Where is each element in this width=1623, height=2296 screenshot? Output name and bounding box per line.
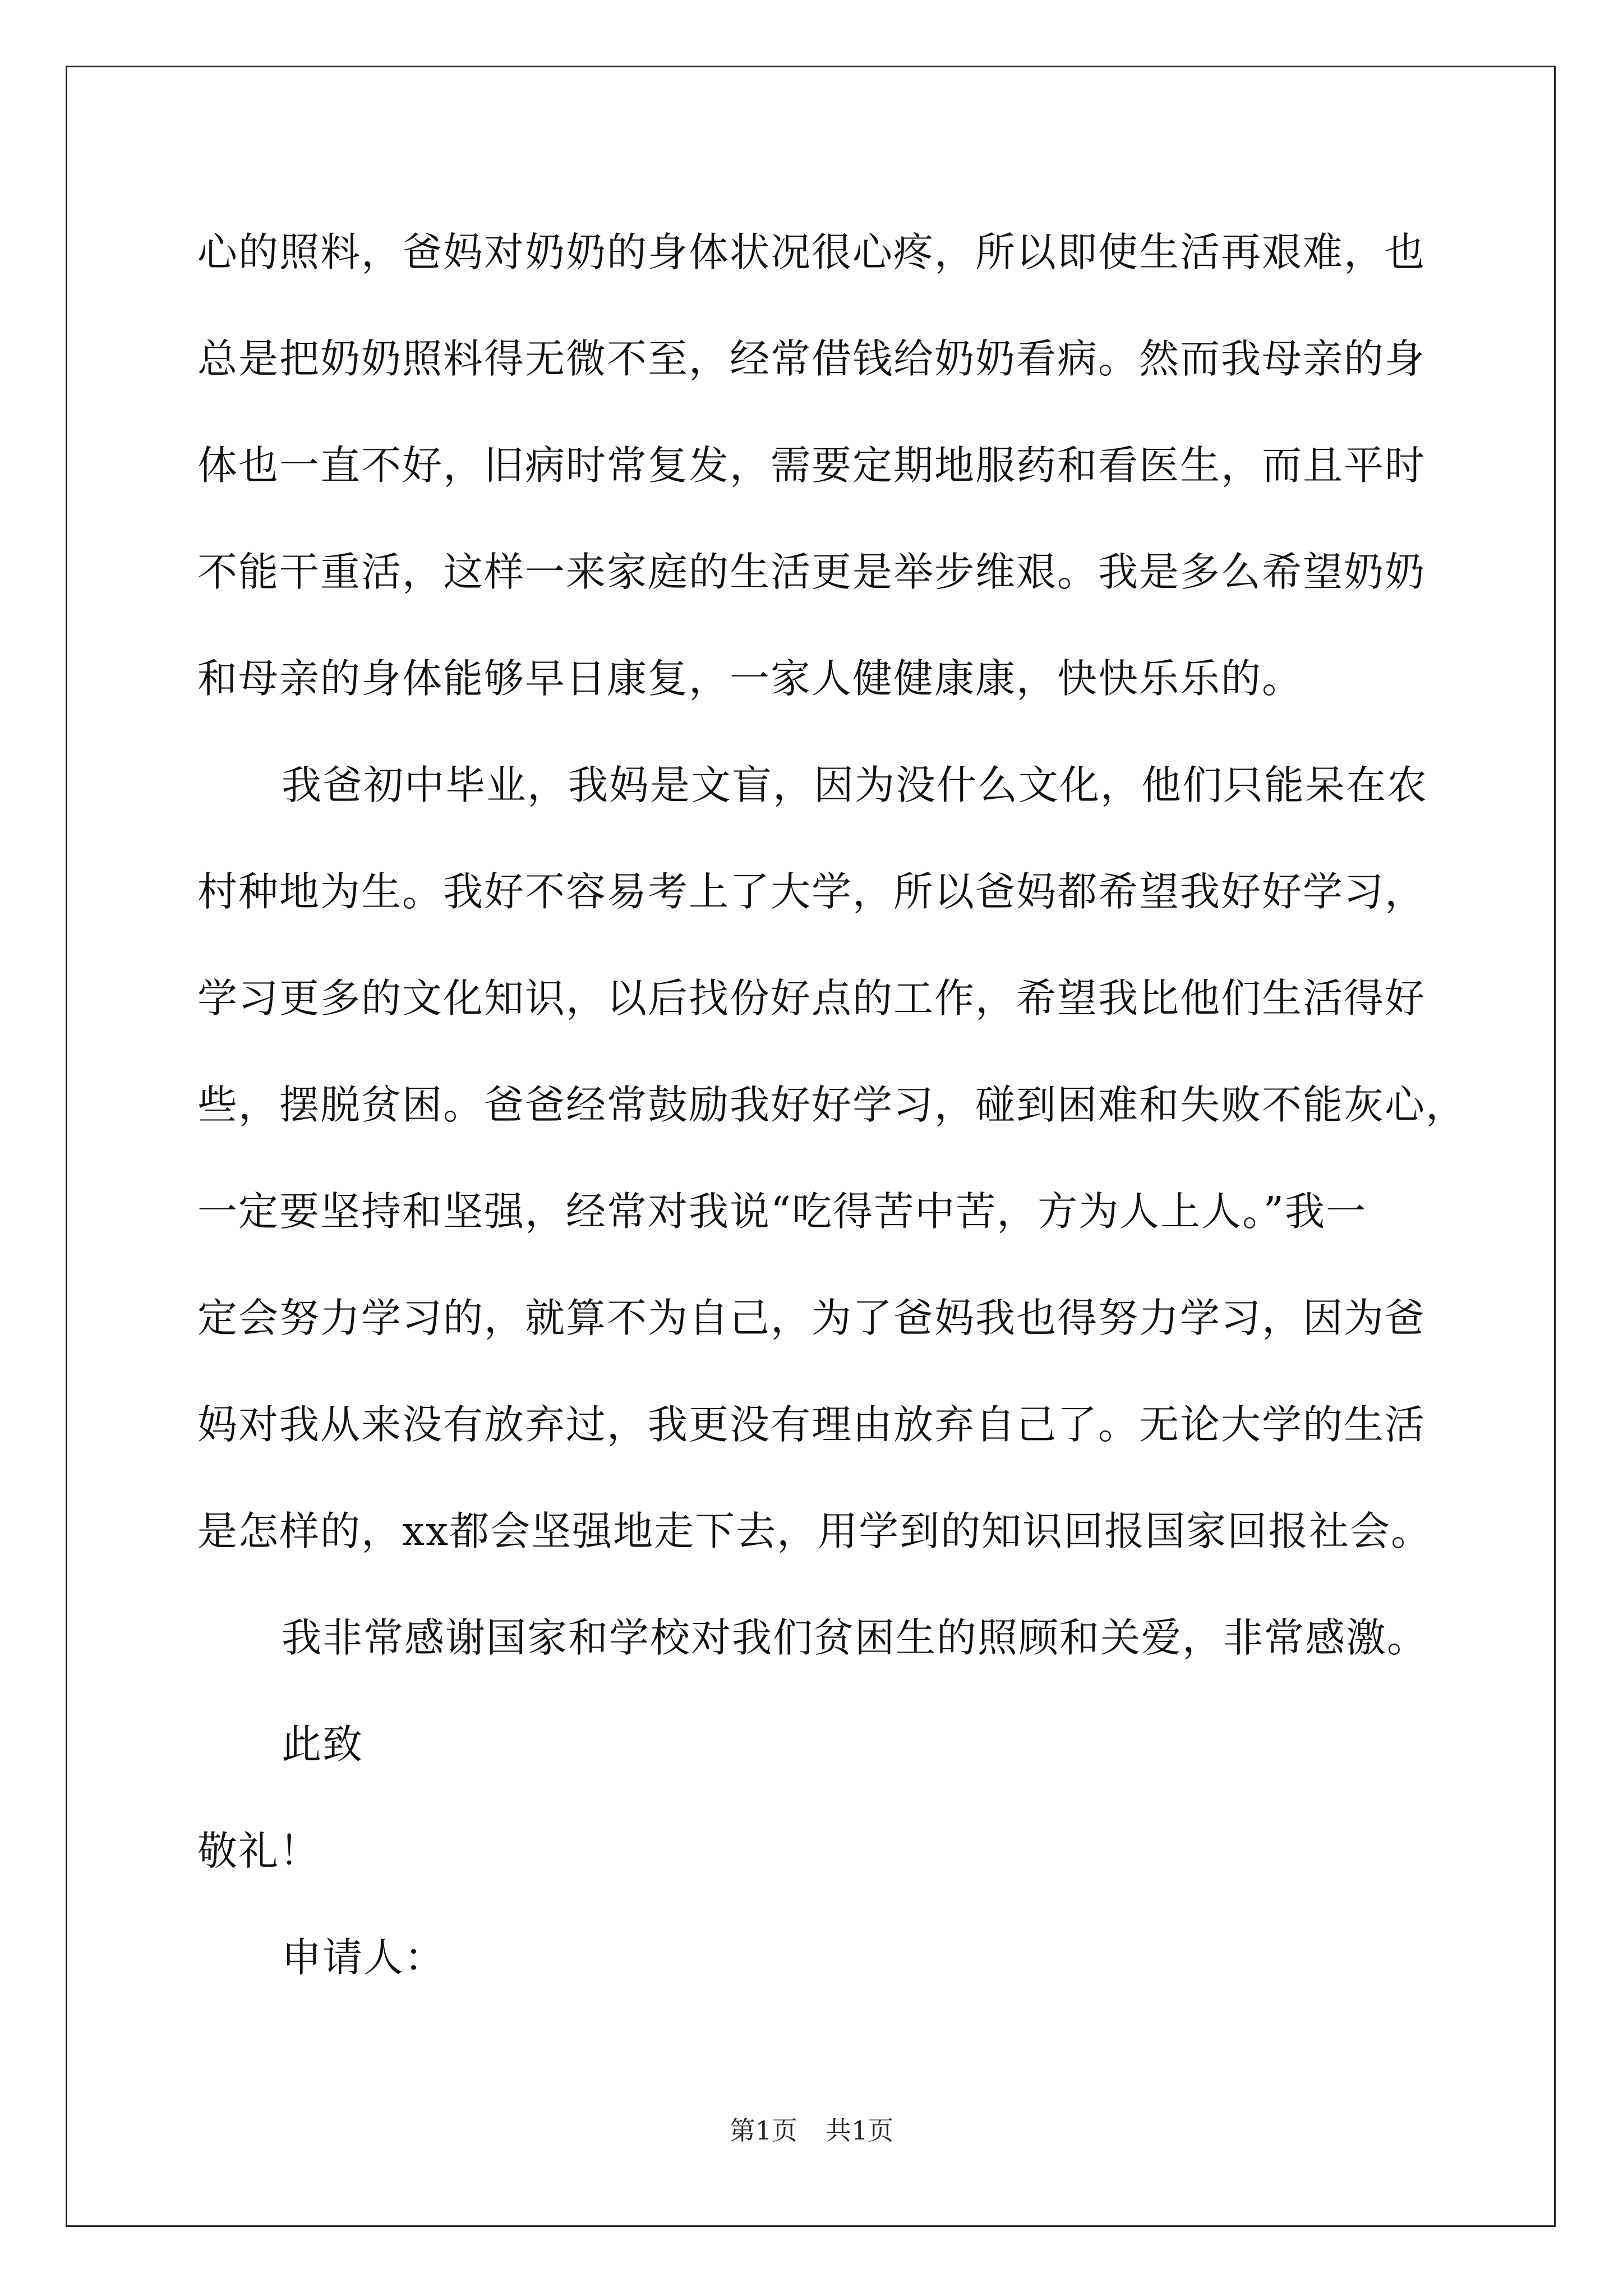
paragraph-1-line-4: 不能干重活，这样一来家庭的生活更是举步维艰。我是多么希望奶奶 [197,549,1426,595]
page-border [66,66,1556,2227]
paragraph-2-line-2: 村种地为生。我好不容易考上了大学，所以爸妈都希望我好好学习， [197,868,1426,915]
paragraph-2-line-3: 学习更多的文化知识，以后找份好点的工作，希望我比他们生活得好 [197,975,1426,1022]
paragraph-2-line-1: 我爸初中毕业，我妈是文盲，因为没什么文化，他们只能呆在农 [282,762,1428,808]
paragraph-3: 我非常感谢国家和学校对我们贫困生的照顾和关爱，非常感激。 [282,1614,1428,1661]
paragraph-1-line-5: 和母亲的身体能够早日康复，一家人健健康康，快快乐乐的。 [197,655,1303,702]
paragraph-2-line-5: 一定要坚持和坚强，经常对我说“吃得苦中苦，方为人上人。”我一 [197,1188,1367,1235]
salutation: 敬礼！ [197,1828,321,1874]
page-number: 第1页 [729,2115,797,2146]
paragraph-1-line-2: 总是把奶奶照料得无微不至，经常借钱给奶奶看病。然而我母亲的身 [197,335,1426,382]
paragraph-2-line-8: 是怎样的，xx都会坚强地走下去，用学到的知识回报国家回报社会。 [197,1508,1432,1554]
paragraph-2-line-6: 定会努力学习的，就算不为自己，为了爸妈我也得努力学习，因为爸 [197,1295,1426,1341]
page-footer [0,2114,1623,2147]
page-total: 共1页 [826,2115,894,2146]
signature-label: 申请人： [282,1934,446,1981]
paragraph-1-line-3: 体也一直不好，旧病时常复发，需要定期地服药和看医生，而且平时 [197,442,1426,489]
closing-phrase: 此致 [282,1721,364,1768]
paragraph-2-line-7: 妈对我从来没有放弃过，我更没有理由放弃自己了。无论大学的生活 [197,1401,1426,1448]
paragraph-1-line-1: 心的照料，爸妈对奶奶的身体状况很心疼，所以即使生活再艰难，也 [197,229,1426,275]
paragraph-2-line-4: 些，摆脱贫困。爸爸经常鼓励我好好学习，碰到困难和失败不能灰心， [197,1082,1467,1128]
